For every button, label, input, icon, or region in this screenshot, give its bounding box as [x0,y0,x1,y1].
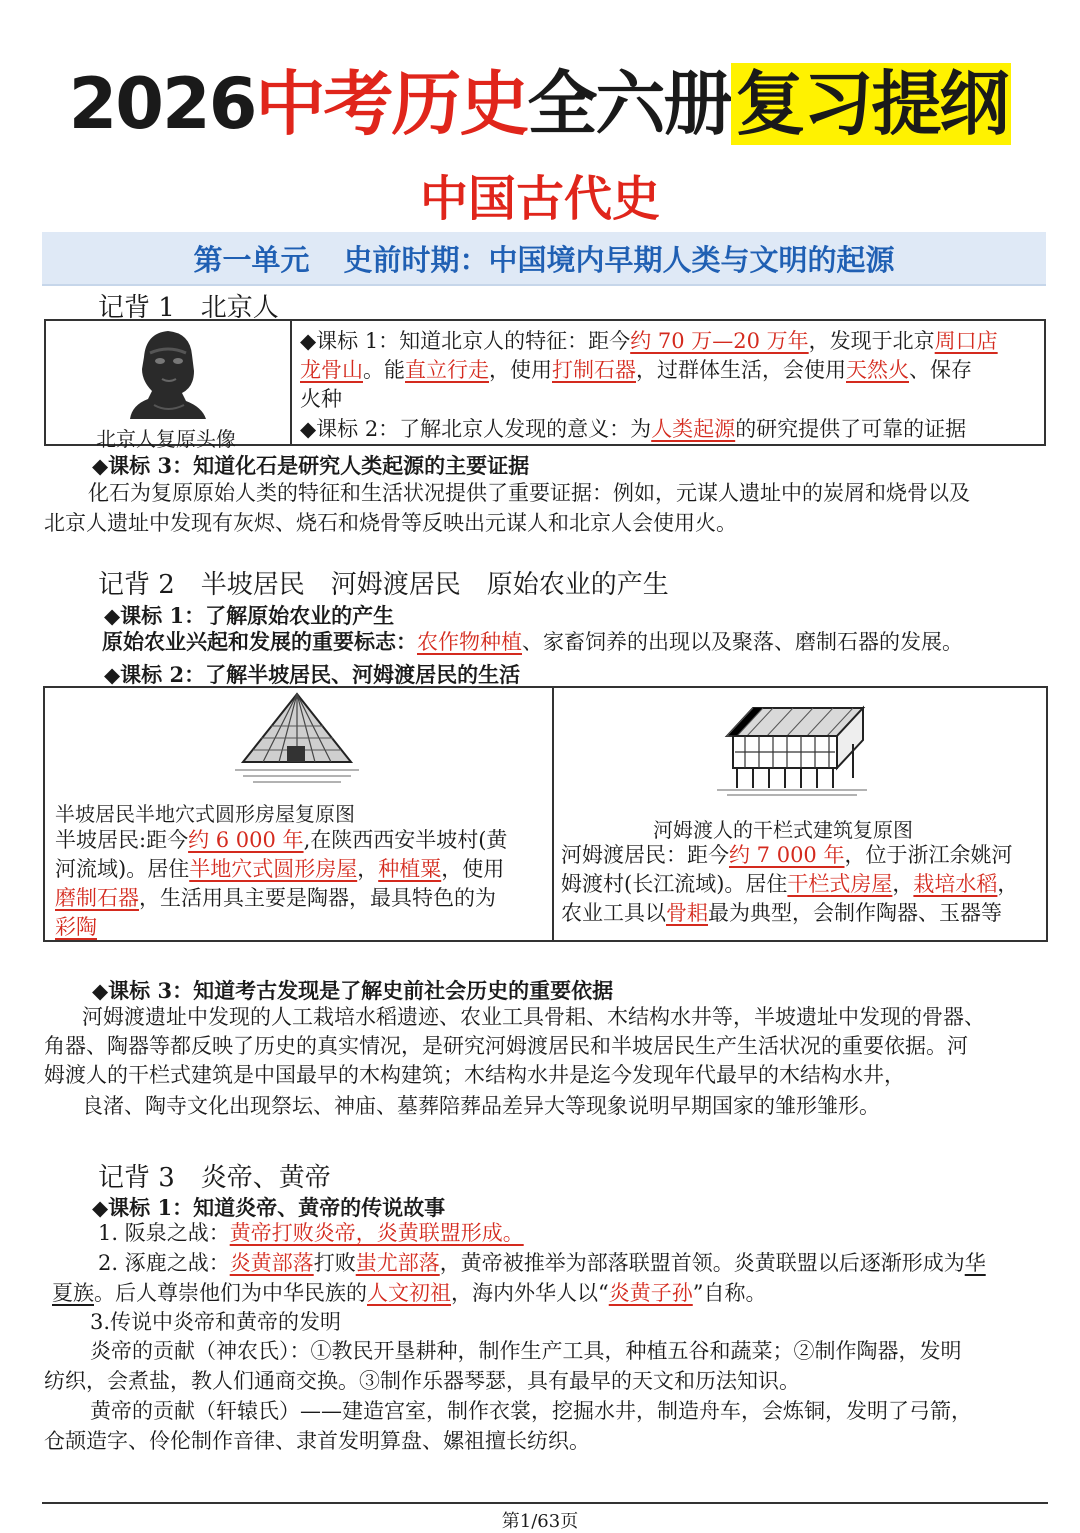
yandi-contribution-line-1: 炎帝的贡献（神农氏）：①教民开垦耕种，制作生产工具，种植五谷和蔬菜；②制作陶器，发明 [90,1339,962,1363]
banpo-text-line-4: 彩陶 [55,915,97,939]
s3-standard-1-heading: ◆课标 1：知道炎帝、黄帝的传说故事 [92,1195,446,1220]
footer-divider [42,1502,1048,1504]
title-black: 全六册 [527,63,732,145]
banpo-text-line-3: 磨制石器，生活用具主要是陶器，最具特色的为 [55,886,496,910]
hemudu-text-line-3: 农业工具以骨耜最为典型，会制作陶器、玉器等 [561,901,1002,925]
unit-label: 第一单元 [193,242,310,277]
banquan-battle: 1. 阪泉之战：黄帝打败炎帝，炎黄联盟形成。 [98,1221,524,1245]
unit-banner [42,232,1046,286]
peking-man-bust-image [124,327,210,421]
standard-2-line: ◆课标 2：了解北京人发现的意义：为人类起源的研究提供了可靠的证据 [300,417,967,441]
fossil-text-line-2: 北京人遗址中发现有灰烬、烧石和烧骨等反映出元谋人和北京人会使用火。 [44,511,737,535]
s2-standard-2-heading: ◆课标 2：了解半坡居民、河姆渡居民的生活 [104,662,521,687]
standard-1-line-1: ◆课标 1：知道北京人的特征：距今约 70 万—20 万年，发现于北京周口店 [300,329,998,353]
title-year: 2026 [68,63,256,145]
archaeology-text-line-4: 良渚、陶寺文化出现祭坛、神庙、墓葬陪葬品差异大等现象说明早期国家的雏形雏形。 [82,1094,880,1118]
hemudu-text-line-2: 姆渡村(长江流域)。居住干栏式房屋，栽培水稻， [561,872,1019,896]
hemudu-caption: 河姆渡人的干栏式建筑复原图 [653,818,913,842]
yandi-contribution-line-2: 纺织，会煮盐，教人们通商交换。③制作乐器琴瑟，具有最早的天文和历法知识。 [44,1369,800,1393]
archaeology-text-line-1: 河姆渡遗址中发现的人工栽培水稻遗迹、农业工具骨耜、木结构水井等，半坡遗址中发现的骨器、 [82,1005,985,1029]
s2-standard-3-heading: ◆课标 3：知道考古发现是了解史前社会历史的重要依据 [92,978,614,1003]
unit-title: 史前时期：中国境内早期人类与文明的起源 [343,242,895,277]
archaeology-text-line-3: 姆渡人的干栏式建筑是中国最早的木构建筑；木结构水井是迄今发现年代最早的木结构水井， [44,1063,905,1087]
peking-man-table [44,319,1046,451]
section-1-heading: 记背 1 北京人 [98,293,279,323]
standard-3-heading: ◆课标 3：知道化石是研究人类起源的主要证据 [92,453,530,478]
archaeology-text-line-2: 角器、陶器等都反映了历史的真实情况，是研究河姆渡居民和半坡居民生产生活状况的重要依据。河 [44,1034,968,1058]
standard-1-line-2: 龙骨山。能直立行走，使用打制石器，过群体生活，会使用天然火、保存 [300,358,972,382]
section-3-heading: 记背 3 炎帝、黄帝 [98,1163,331,1193]
banpo-caption: 半坡居民半地穴式圆形房屋复原图 [55,802,355,826]
title-red: 中考历史 [255,63,528,145]
huangdi-contribution-line-2: 仓颉造字、伶伦制作音律、隶首发明算盘、嫘祖擅长纺织。 [44,1429,590,1453]
zhuolu-battle-line-2: 夏族。后人尊崇他们为中华民族的人文初祖，海内外华人以“炎黄子孙”自称。 [52,1281,767,1305]
s2-standard-1-heading: ◆课标 1：了解原始农业的产生 [104,603,395,628]
section-2-heading: 记背 2 半坡居民 河姆渡居民 原始农业的产生 [98,570,669,600]
fossil-text-line-1: 化石为复原原始人类的特征和生活状况提供了重要证据：例如，元谋人遗址中的炭屑和烧骨以及 [88,481,970,505]
standard-1-line-3: 火种 [300,387,342,411]
banpo-text-line-1: 半坡居民:距今约 6 000 年,在陕西西安半坡村(黄 [55,828,508,852]
page-title [0,48,1080,149]
huangdi-contribution-line-1: 黄帝的贡献（轩辕氏）——建造宫室，制作衣裳，挖掘水井，制造舟车，会炼铜，发明了弓箭， [90,1399,972,1423]
hemudu-text-line-1: 河姆渡居民：距今约 7 000 年，位于浙江余姚河 [561,843,1013,867]
agriculture-signs: 原始农业兴起和发展的重要标志：农作物种植、家畜饲养的出现以及聚落、磨制石器的发展。 [102,629,963,654]
zhuolu-battle-line-1: 2. 涿鹿之战：炎黄部落打败蚩尤部落，黄帝被推举为部落联盟首领。炎黄联盟以后逐渐形成为华 [98,1251,986,1275]
banpo-hemudu-table [43,686,1048,942]
banpo-text-line-2: 河流域)。居住半地穴式圆形房屋，种植粟，使用 [55,857,505,881]
title-highlight: 复习提纲 [731,63,1011,145]
inventions-heading: 3.传说中炎帝和黄帝的发明 [90,1310,342,1334]
banpo-round-hut-image [233,690,361,788]
peking-man-caption: 北京人复原头像 [96,427,236,451]
page-number: 第1/63页 [501,1511,579,1532]
subtitle: 中国古代史 [419,171,660,227]
hemudu-stilt-house-image [713,702,871,798]
